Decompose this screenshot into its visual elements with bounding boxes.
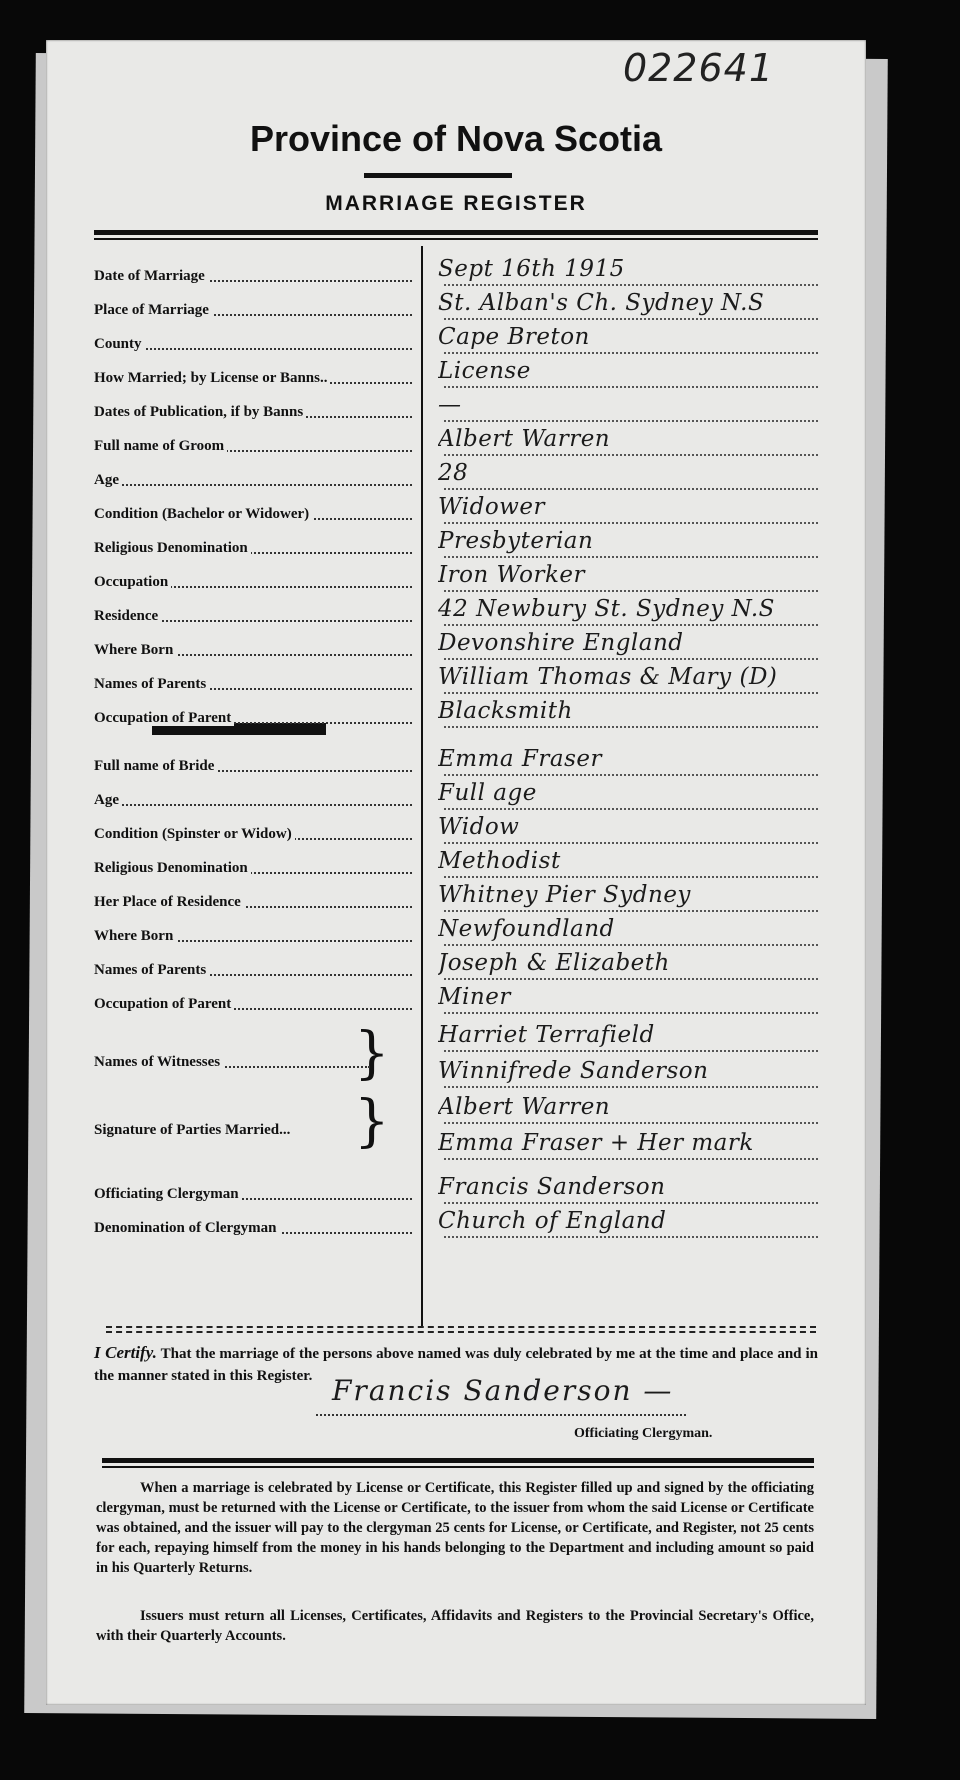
serial-number: 022641 [622,46,774,90]
field-groom-parent-occupation [94,696,818,730]
field-witness-2 [94,1056,818,1090]
field-value: Harriet Terrafield [438,1022,655,1048]
field-groom-condition [94,492,818,526]
field-value: License [438,358,531,384]
certify-rule [106,1326,816,1328]
field-value: Emma Fraser + Her mark [438,1130,754,1156]
field-groom-name [94,424,818,458]
field-groom-birthplace [94,628,818,662]
field-label: Names of Parents [94,676,209,692]
notice-paragraph: When a marriage is celebrated by License or Certificate, this Register filled up and signed by the officiating clergyman, must be returned with the License or Certificate, to the issuer from whom the said License or Certificate was obtained, and the issuer will pay to the clergyman 25 cents for License, or Certificate, and Register, not 25 cents for each, repaying himself from the money in his hands belonging to the Department and including amount so paid in his Quarterly Returns. [96,1480,814,1576]
form-title: Province of Nova Scotia [249,118,663,159]
field-clergy-denomination [94,1206,818,1240]
field-value: Blacksmith [438,698,573,724]
field-label: Occupation of Parent [94,996,234,1012]
field-place-of-marriage [94,288,818,322]
field-party-1 [94,1092,818,1126]
field-value: — [438,392,462,418]
field-bride-birthplace [94,914,818,948]
field-label: Religious Denomination [94,860,251,876]
field-label: Names of Witnesses [94,1054,223,1070]
field-label: Age [94,472,122,488]
field-label: Age [94,792,122,808]
field-groom-parents [94,662,818,696]
field-label: Residence [94,608,161,624]
field-value: Miner [438,984,511,1010]
field-bride-parents [94,948,818,982]
marriage-register-form [46,40,866,1705]
field-witness-1 [94,1020,818,1054]
field-label: Date of Marriage [94,268,208,284]
field-label: Signature of Parties Married... [94,1122,293,1138]
field-value: 42 Newbury St. Sydney N.S [438,596,775,622]
field-value: Devonshire England [438,630,684,656]
field-bride-condition [94,812,818,846]
field-officiating-clergyman [94,1172,818,1206]
field-label: Full name of Bride [94,758,217,774]
issuers-paragraph: Issuers must return all Licenses, Certificates, Affidavits and Registers to the Provincial Secretary's Office, with their Quarterly Accounts. [96,1608,814,1644]
field-label: Where Born [94,642,176,658]
field-label: Where Born [94,928,176,944]
field-dates-of-publication [94,390,818,424]
field-value: Iron Worker [438,562,586,588]
field-bride-religion [94,846,818,880]
field-label: Occupation [94,574,171,590]
witnesses-brace: } [354,1021,390,1086]
signature-line [316,1414,686,1416]
field-value: Newfoundland [438,916,615,942]
field-label: Full name of Groom [94,438,227,454]
field-bride-name [94,744,818,778]
field-value: Methodist [438,848,561,874]
field-value: Whitney Pier Sydney [438,882,691,908]
field-label: Names of Parents [94,962,209,978]
footer-rule [102,1458,814,1463]
field-value: Widow [438,814,520,840]
field-label: Dates of Publication, if by Banns [94,404,306,420]
field-county [94,322,818,356]
field-groom-occupation [94,560,818,594]
field-label: How Married; by License or Banns.. [94,370,330,386]
field-groom-residence [94,594,818,628]
field-value: Widower [438,494,545,520]
field-value: Francis Sanderson [438,1174,666,1200]
field-label: Religious Denomination [94,540,251,556]
header-rule [94,230,818,235]
field-groom-religion [94,526,818,560]
parties-brace: } [354,1089,390,1154]
field-value: Emma Fraser [438,746,603,772]
form-subtitle: MARRIAGE REGISTER [325,192,587,215]
field-label: County [94,336,145,352]
signature-caption: Officiating Clergyman. [574,1426,713,1441]
field-label: Denomination of Clergyman [94,1220,280,1236]
field-date-of-marriage [94,254,818,288]
field-label: Condition (Spinster or Widow) [94,826,295,842]
field-value: Joseph & Elizabeth [438,950,670,976]
field-value: Cape Breton [438,324,590,350]
title-rule [364,173,512,178]
field-bride-parent-occupation [94,982,818,1016]
field-value: Sept 16th 1915 [438,256,625,282]
field-value: Presbyterian [438,528,594,554]
field-value: Winnifrede Sanderson [438,1058,709,1084]
field-label: Occupation of Parent [94,710,234,726]
certify-text: That the marriage of the persons above named was duly celebrated by me at the time and place and in the manner stated in this Register. [94,1346,819,1384]
field-bride-residence [94,880,818,914]
field-value: Albert Warren [438,1094,611,1120]
field-label: Condition (Bachelor or Widower) [94,506,312,522]
certify-lead: I Certify. [94,1343,157,1362]
field-party-2 [94,1122,818,1162]
field-how-married [94,356,818,390]
field-value: Church of England [438,1208,667,1234]
field-label: Officiating Clergyman [94,1186,242,1202]
field-value: St. Alban's Ch. Sydney N.S [438,290,765,316]
clergyman-signature: Francis Sanderson — [332,1374,674,1407]
field-bride-age [94,778,818,812]
field-value: William Thomas & Mary (D) [438,664,778,690]
field-label: Her Place of Residence [94,894,244,910]
field-groom-age [94,458,818,492]
field-value: 28 [438,460,469,486]
field-value: Albert Warren [438,426,611,452]
field-label: Place of Marriage [94,302,212,318]
field-value: Full age [438,780,537,806]
